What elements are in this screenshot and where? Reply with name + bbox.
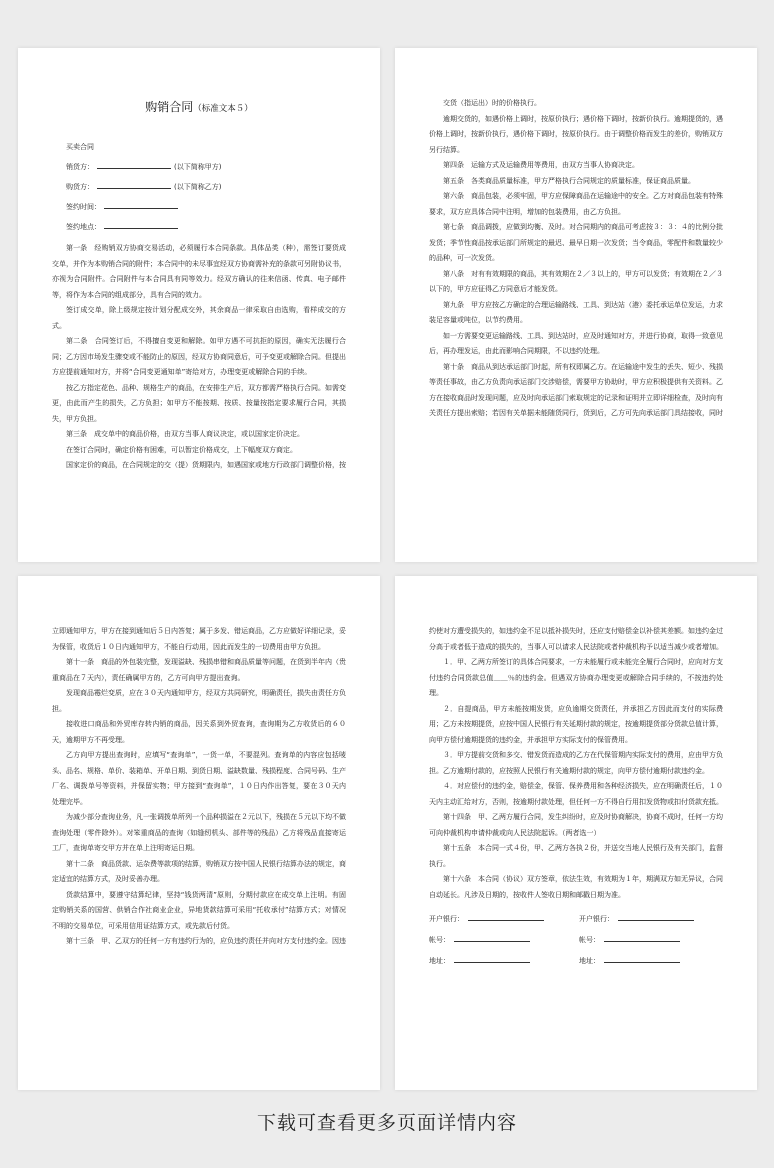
- field-label: 开户银行：: [429, 915, 464, 923]
- field-label: 地址：: [579, 957, 600, 965]
- paragraph: ４．对应偿付的违约金，赔偿金，保管、保养费用和各种经济损失，应在明确责任后，１０天内主动汇给对方，否则，按逾期付款处理，但任何一方不得自行用扣发货物或扣付货款充抵。: [429, 782, 723, 806]
- field-sign-time: [66, 197, 346, 217]
- paragraph: ２．自提商品，甲方未能按期发货，应负逾期交货责任，并承担乙方因此而支付的实际费用；乙方未按期提货，应按中国人民银行有关延期付款的规定，按逾期提货部分货款总值计算，向甲方偿付逾期提货的违约金，并承担甲方实际支付的保管费用。: [429, 704, 723, 744]
- document-page-1: [18, 48, 380, 562]
- download-more-caption: 下载可查看更多页面详情内容: [256, 1112, 517, 1134]
- signature-block: [429, 909, 723, 972]
- field-label: 开户银行：: [579, 915, 614, 923]
- blank-line: [97, 181, 171, 189]
- buyer-bank-field: [579, 909, 723, 930]
- buyer-address-field: [579, 951, 723, 972]
- blank-line: [454, 955, 530, 963]
- title-subtitle: （标准文本５）: [193, 104, 253, 114]
- paragraph: 按乙方指定花色、品种、规格生产的商品，在安排生产后，双方都需严格执行合同。如需变更，由此而产生的损失，乙方负担；如甲方不能按期、按质、按量按指定要求履行合同，其损失，甲方负担。: [52, 383, 346, 423]
- paragraph: １．甲、乙两方所签订的具体合同要求，一方未能履行或未能完全履行合同时，应向对方支付违约合同货款总值＿＿％的违约金。但遇双方协商办理变更或解除合同手续的，不按违约处理。: [429, 658, 723, 697]
- paragraph: 货款结算中，要遵守结算纪律，坚持“钱货两清”原则，分期付款应在成交单上注明。有固定购销关系的国营、供销合作社商业企业，异地货款结算可采用“托收承付”结算方式；对情况不明的交易单位，可采用信用证结算方式，或先款后付货。: [52, 890, 346, 930]
- field-label: 购货方：: [66, 183, 94, 191]
- paragraph: ３．甲方提前交货和多交、错发货而造成的乙方在代保管期内实际支付的费用，应由甲方负担。乙方逾期付款的，应按照人民银行有关逾期付款的规定，向甲方偿付逾期付款违约金。: [429, 751, 723, 775]
- contract-header: 买卖合同: [66, 143, 94, 151]
- contract-title: [52, 98, 346, 115]
- paragraph: 第十四条 甲、乙两方履行合同，发生纠纷时，应及时协商解决，协商不成时，任何一方均可向仲裁机构申请仲裁或向人民法院起诉。（两者选一）: [429, 813, 723, 837]
- field-label: 销货方：: [66, 163, 94, 171]
- paragraph: 第十六条 本合同（协议）双方签章，依法生效，有效期为１年，期满双方如无异议，合同自动延长。凡涉及日期的，按收件人签收日期和邮戳日期为准。: [429, 875, 723, 899]
- seller-address-field: [429, 951, 573, 972]
- field-seller: [66, 157, 346, 177]
- paragraph: 第四条 运输方式及运输费用等费用，由双方当事人协商决定。: [443, 161, 639, 169]
- paragraph: 为减少部分查询业务，凡一张调拨单所列一个品种损溢在２元以下，残损在５元以下均不做查询处理（零件除外）。对笨重商品的查询（如缝纫机头、部件等的残品）乙方将残品直接寄运工厂，查询单寄交甲方并在单上注明寄运日期。: [52, 813, 346, 852]
- field-label: 帐号：: [429, 936, 450, 944]
- paragraph: 第七条 商品调拨，应做到均衡、及时。对合同期内的商品可考虑按３：３：４的比例分批发货；季节性商品按承运部门所规定的最迟、最早日期一次发货；当令商品，零配件和数量较少的品种，可一次发货。: [429, 223, 723, 262]
- paragraph: 第六条 商品包装，必须牢固，甲方应保障商品在运输途中的安全。乙方对商品包装有特殊要求，双方应具体合同中注明，增加的包装费用，由乙方负担。: [429, 192, 723, 216]
- paragraph: 第八条 对有有效期限的商品，其有效期在２／３以上的，甲方可以发货；有效期在２／３以下的，甲方应征得乙方同意后才能发货。: [429, 269, 723, 293]
- paragraph: 第三条 成交单中的商品价格，由双方当事人商议决定，或以国家定价决定。: [66, 430, 304, 438]
- document-page-3: [18, 576, 380, 1090]
- paragraph: 第五条 各类商品质量标准，甲方严格执行合同规定的质量标准，保证商品质量。: [443, 176, 695, 185]
- field-suffix: (以下简称甲方): [174, 163, 222, 171]
- paragraph: 签订成交单，除上级规定按计划分配成交外，其余商品一律采取自由选购，看样成交的方式。: [52, 306, 346, 330]
- paragraph: 第十条 商品从到达承运部门时起，所有权即属乙方。在运输途中发生的丢失、短少、残损等责任事故，由乙方负责向承运部门交涉赔偿，需要甲方协助时，甲方应积极提供有关资料。乙方在接收商品时发现问题，应及时向承运部门索取规定的记录和证明并立即详细检查，及时向有关责任方提出索赔；若因有关单据未能随货同行，货到后，乙方可先向承运部门具结接收，同时: [429, 362, 723, 417]
- seller-account-field: [429, 930, 573, 951]
- paragraph: 接收进口商品和外贸库存转内销的商品，因关系到外贸查询，查询期为乙方收货后的６０天，逾期甲方不再受理。: [52, 720, 346, 744]
- blank-line: [97, 161, 171, 169]
- paragraph: 第一条 经购销双方协商交易活动，必须履行本合同条款。具体品类（种），需签订要货成交单，并作为本购销合同的附件；本合同中的未尽事宜经双方协商需补充的条款可另附协议书，亦视为合同附件。合同附件与本合同具有同等效力。经双方确认的往来信函、传真、电子邮件等，将作为本合同的组成部分，具有合同的效力。: [52, 244, 346, 299]
- blank-line: [604, 955, 680, 963]
- paragraph: 立即通知甲方，甲方在接到通知后５日内答复；属于多发、错运商品，乙方应做好详细记录，妥为保管，收货后１０日内通知甲方，不能自行动用，因此而发生的一切费用由甲方负担。: [52, 627, 346, 651]
- document-page-2: [395, 48, 757, 562]
- field-label: 地址：: [429, 957, 450, 965]
- paragraph: 如一方需要变更运输路线、工具、到达站时，应及时通知对方，并进行协商，取得一致意见后，再办理发运，由此而影响合同期限，不以违约处理。: [429, 331, 723, 355]
- title-text: 购销合同: [145, 100, 194, 114]
- paragraph: 乙方向甲方提出查询时，应填写“查询单”，一货一单，不要混列。查询单的内容应包括唛头、品名、规格、单价、装箱单、开单日期、到货日期、溢缺数量、残损程度、合同号码、生产厂名、调拨单号等资料，并保留实物；甲方接到“查询单”，１０日内作出答复，要在３０天内处理完毕。: [52, 751, 346, 806]
- field-label: 帐号：: [579, 936, 600, 944]
- blank-line: [104, 201, 178, 209]
- blank-line: [604, 934, 680, 942]
- paragraph: 第十五条 本合同一式４份，甲、乙两方各执２份，并送交当地人民银行及有关部门，监督执行。: [429, 844, 723, 868]
- buyer-account-field: [579, 930, 723, 951]
- document-page-4: [395, 576, 757, 1090]
- blank-line: [618, 913, 694, 921]
- paragraph: 发现商品霉烂变质，应在３０天内通知甲方，经双方共同研究，明确责任，损失由责任方负担。: [52, 689, 346, 713]
- paragraph: 第十二条 商品货款、运杂费等款项的结算，购销双方按中国人民银行结算办法的规定，商定适宜的结算方式，及时妥善办理。: [52, 859, 346, 883]
- paragraph: 逾期交货的，如遇价格上调时，按原价执行；遇价格下调时，按新价执行。逾期提货的，遇价格上调时，按新价执行，遇价格下调时，按原价执行。由于调整价格而发生的差价，购销双方另行结算。: [429, 114, 723, 154]
- field-suffix: (以下简称乙方): [174, 183, 222, 191]
- blank-line: [468, 913, 544, 921]
- field-label: 签约地点：: [66, 223, 101, 231]
- field-sign-place: [66, 217, 346, 237]
- seller-bank-field: [429, 909, 573, 930]
- blank-line: [104, 221, 178, 229]
- paragraph: 在签订合同时，确定价格有困难，可以暂定价格成交，上下幅度双方商定。: [66, 445, 297, 454]
- paragraph: 交货（指运出）时的价格执行。: [443, 99, 541, 107]
- field-buyer: [66, 177, 346, 197]
- paragraph: 第二条 合同签订后，不得擅自变更和解除。如甲方遇不可抗拒的原因，确实无法履行合同；乙方因市场发生骤变或不能防止的原因，经双方协商同意后，可予变更或解除合同。但提出方应提前通知对方，并将“合同变更通知单”寄给对方，办理变更或解除合同的手续。: [52, 337, 346, 376]
- paragraph: 第九条 甲方应按乙方确定的合理运输路线、工具、到达站（港）委托承运单位发运，力求装足容量或吨位，以节约费用。: [429, 300, 723, 324]
- paragraph: 国家定价的商品，在合同规定的交（提）货期限内，如遇国家或地方行政部门调整价格，按: [66, 461, 346, 469]
- paragraph: 第十一条 商品的外包装完整，发现溢缺、残损串错和商品质量等问题，在货到半年内（贵重商品在７天内），责任确属甲方的，乙方可向甲方提出查询。: [52, 658, 346, 682]
- field-label: 签约时间：: [66, 203, 101, 211]
- paragraph: 约使对方遭受损失的，如违约金不足以抵补损失时，还应支付赔偿金以补偿其差额。如违约金过分高于或者低于造成的损失的，当事人可以请求人民法院或者仲裁机构予以适当减少或者增加。: [429, 627, 723, 651]
- blank-line: [454, 934, 530, 942]
- paragraph: 第十三条 甲、乙双方的任何一方有违约行为的，应负违约责任并向对方支付违约金。因违: [66, 937, 346, 945]
